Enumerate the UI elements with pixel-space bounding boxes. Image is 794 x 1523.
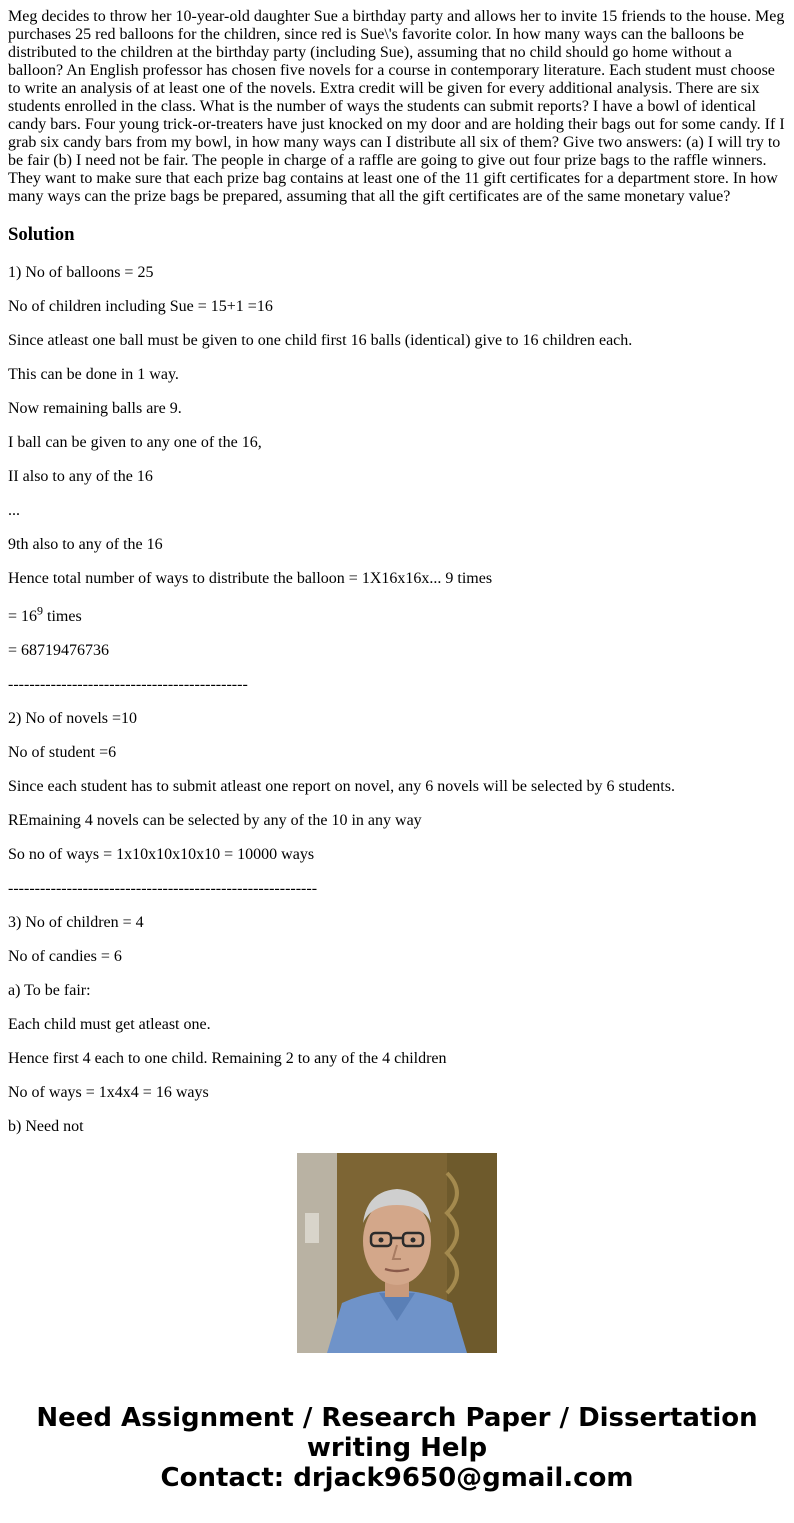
solution-line: a) To be fair: — [8, 982, 91, 999]
solution-heading: Solution — [8, 224, 75, 245]
solution-line: No of children including Sue = 15+1 =16 — [8, 298, 273, 315]
solution-line: No of ways = 1x4x4 = 16 ways — [8, 1084, 209, 1101]
power-prefix: = 16 — [8, 608, 38, 625]
solution-line: Since each student has to submit atleast one report on novel, any 6 novels will be selected by 6 students. — [8, 778, 675, 795]
solution-line: 1) No of balloons = 25 — [8, 264, 154, 281]
solution-line: Hence total number of ways to distribute the balloon = 1X16x16x... 9 times — [8, 570, 493, 587]
power-exponent: 9 — [37, 603, 44, 618]
document-body — [8, 8, 786, 1135]
solution-line: 2) No of novels =10 — [8, 710, 138, 727]
separator-line: ---------------------------------------------------------- — [8, 880, 318, 897]
author-avatar — [297, 1153, 497, 1353]
solution-line: Each child must get atleast one. — [8, 1016, 211, 1033]
promo-line-2: writing Help — [306, 1433, 488, 1463]
question-text: Meg decides to throw her 10-year-old daughter Sue a birthday party and allows her to invite 15 friends to the house. Meg purchases 25 red balloons for the children, since red is Sue\'s favorite color. In how many ways can the balloons be distributed to the children at the birthday party (including Sue), assuming that no child should go home without a balloon? An English professor has chosen five novels for a course in contemporary literature. Each student must choose to write an analysis of at least one of the novels. Extra credit will be given for every additional analysis. There are six students enrolled in the class. What is the number of ways the students can submit reports? I have a bowl of identical candy bars. Four young trick-or-treaters have just knocked on my door and are holding their bags out for some candy. If I grab six candy bars from my bowl, in how many ways can I distribute all six of them? Give two answers: (a) I will try to be fair (b) I need not be fair. The people in charge of a raffle are going to give out four prize bags to the raffle winners. They want to make sure that each prize bag contains at least one of the 11 gift certificates for a department store. In how many ways can the prize bags be prepared, assuming that all the gift certificates are of the same monetary value? — [8, 8, 785, 205]
solution-line: No of candies = 6 — [8, 948, 122, 965]
solution-line: So no of ways = 1x10x10x10x10 = 10000 ways — [8, 846, 315, 863]
solution-line: = 68719476736 — [8, 642, 110, 659]
solution-line: This can be done in 1 way. — [8, 366, 179, 383]
solution-line: Hence first 4 each to one child. Remaining 2 to any of the 4 children — [8, 1050, 447, 1067]
promo-contact: Contact: drjack9650@gmail.com — [160, 1463, 634, 1493]
solution-line: Now remaining balls are 9. — [8, 400, 182, 417]
solution-content — [8, 264, 786, 1136]
solution-line: No of student =6 — [8, 744, 117, 761]
solution-line: 9th also to any of the 16 — [8, 536, 163, 553]
power-line — [8, 603, 786, 626]
solution-line: ... — [8, 502, 20, 519]
promo-banner — [0, 1403, 794, 1493]
solution-line: REmaining 4 novels can be selected by any of the 10 in any way — [8, 812, 422, 829]
separator-line: --------------------------------------------- — [8, 676, 248, 693]
promo-line-1: Need Assignment / Research Paper / Dissertation — [36, 1403, 758, 1433]
solution-line: 3) No of children = 4 — [8, 914, 144, 931]
solution-line: II also to any of the 16 — [8, 468, 153, 485]
solution-line: I ball can be given to any one of the 16, — [8, 434, 262, 451]
solution-line: b) Need not — [8, 1118, 84, 1135]
author-portrait-icon — [297, 1153, 497, 1353]
solution-line: Since atleast one ball must be given to one child first 16 balls (identical) give to 16 children each. — [8, 332, 633, 349]
power-suffix: times — [43, 608, 82, 625]
